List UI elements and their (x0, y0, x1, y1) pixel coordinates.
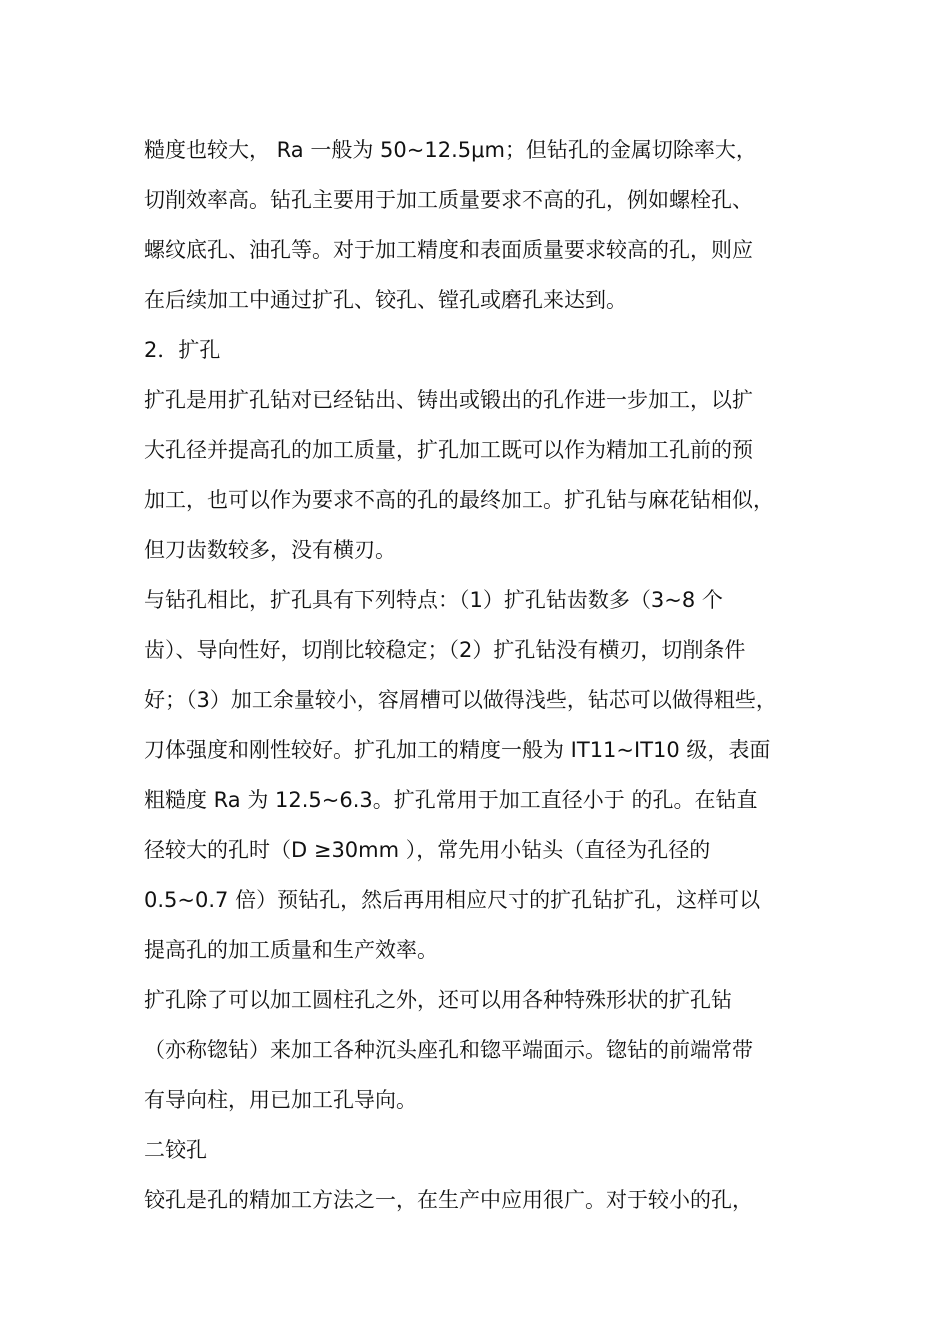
text-line: 径较大的孔时（D ≥30mm ），常先用小钻头（直径为孔径的 (144, 838, 711, 862)
section-heading: 2．扩孔 (144, 338, 221, 362)
text-line: 在后续加工中通过扩孔、铰孔、镗孔或磨孔来达到。 (144, 288, 627, 312)
text-line: 好；（3）加工余量较小，容屑槽可以做得浅些，钻芯可以做得粗些， (144, 688, 777, 712)
text-line: 大孔径并提高孔的加工质量，扩孔加工既可以作为精加工孔前的预 (144, 438, 753, 462)
text-line: 螺纹底孔、油孔等。对于加工精度和表面质量要求较高的孔，则应 (144, 238, 753, 262)
text-line: 扩孔除了可以加工圆柱孔之外，还可以用各种特殊形状的扩孔钻 (144, 988, 732, 1012)
text-line: 但刀齿数较多，没有横刃。 (144, 538, 396, 562)
text-line: 齿）、导向性好，切削比较稳定；（2）扩孔钻没有横刃，切削条件 (144, 638, 746, 662)
text-line: 有导向柱，用已加工孔导向。 (144, 1088, 417, 1112)
text-line: 切削效率高。钻孔主要用于加工质量要求不高的孔，例如螺栓孔、 (144, 188, 753, 212)
section-heading: 二铰孔 (144, 1138, 207, 1162)
text-line: 加工，也可以作为要求不高的孔的最终加工。扩孔钻与麻花钻相似， (144, 488, 774, 512)
text-line: 提高孔的加工质量和生产效率。 (144, 938, 438, 962)
text-line: 与钻孔相比，扩孔具有下列特点：（1）扩孔钻齿数多（3~8 个 (144, 588, 723, 612)
text-line: 0.5~0.7 倍）预钻孔，然后再用相应尺寸的扩孔钻扩孔，这样可以 (144, 888, 761, 912)
text-line: 铰孔是孔的精加工方法之一，在生产中应用很广。对于较小的孔， (144, 1188, 753, 1212)
text-line: （亦称锪钻）来加工各种沉头座孔和锪平端面示。锪钻的前端常带 (144, 1038, 753, 1062)
text-line: 扩孔是用扩孔钻对已经钻出、铸出或锻出的孔作进一步加工，以扩 (144, 388, 753, 412)
text-line: 糙度也较大， Ra 一般为 50~12.5μm；但钻孔的金属切除率大， (144, 138, 757, 162)
text-line: 粗糙度 Ra 为 12.5~6.3。扩孔常用于加工直径小于 的孔。在钻直 (144, 788, 758, 812)
text-line: 刀体强度和刚性较好。扩孔加工的精度一般为 IT11~IT10 级，表面 (144, 738, 771, 762)
